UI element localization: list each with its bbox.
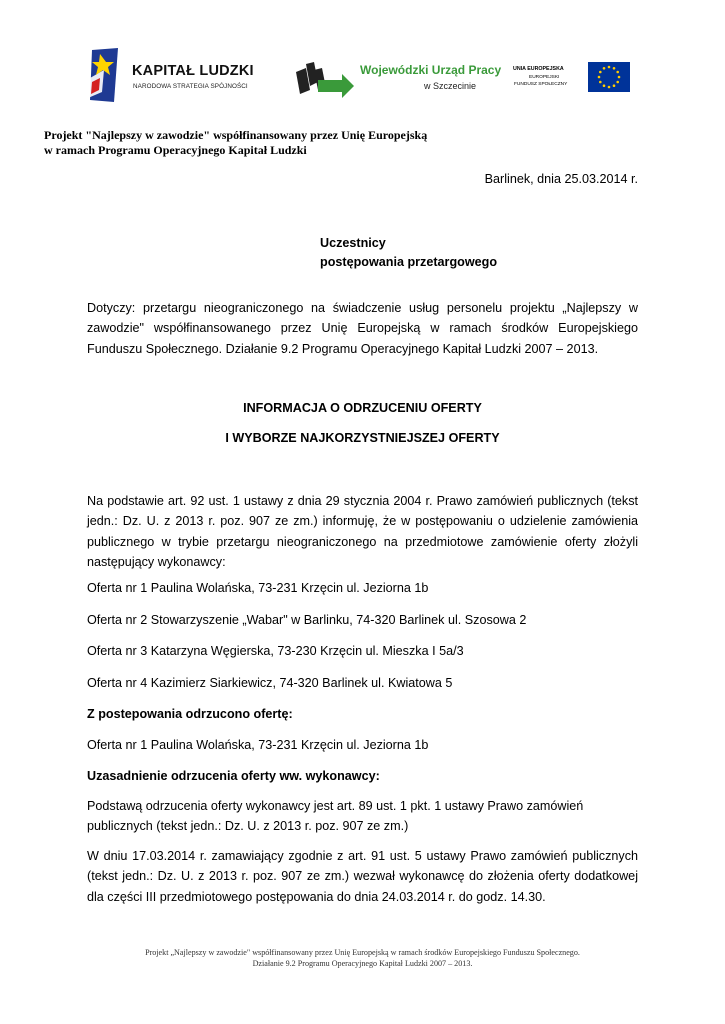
eu-logo bbox=[506, 54, 632, 100]
document-title-line-2: I WYBORZE NAJKORZYSTNIEJSZEJ OFERTY bbox=[225, 431, 500, 445]
eu-flag-icon bbox=[588, 62, 630, 92]
justification-paragraph-1: Podstawą odrzucenia oferty wykonawcy jest art. 89 ust. 1 pkt. 1 ustawy Prawo zamówień publicznych (tekst jedn.: Dz. U. z 2013 r. poz. 907 ze zm.) bbox=[87, 799, 584, 834]
page-footer bbox=[87, 947, 638, 969]
offer-item: Oferta nr 1 Paulina Wolańska, 73-231 Krzęcin ul. Jeziorna 1b bbox=[87, 581, 429, 595]
kapital-ludzki-subtitle: NARODOWA STRATEGIA SPÓJNOŚCI bbox=[133, 83, 248, 90]
intro-paragraph: Na podstawie art. 92 ust. 1 ustawy z dnia 29 stycznia 2004 r. Prawo zamówień publicznych (tekst jedn.: Dz. U. z 2013 r. poz. 907 ze zm.) informuję, że w postępowaniu o udzielenie zamówienia publicznego w trybie przetargu nieograniczonego na przedmiotowe zamówienie oferty złożyli następujący wykonawcy: bbox=[87, 494, 638, 570]
offer-item: Oferta nr 3 Katarzyna Węgierska, 73-230 Krzęcin ul. Mieszka I 5a/3 bbox=[87, 644, 464, 658]
justification-paragraph-2: W dniu 17.03.2014 r. zamawiający zgodnie z art. 91 ust. 5 ustawy Prawo zamówień publicznych (tekst jedn.: Dz. U. z 2013 r. poz. 907 ze zm.) wezwał wykonawcę do złożenia oferty dodatkowej dla części III przedmiotowego postępowania do dnia 24.03.2014 r. do godz. 14.30. bbox=[87, 849, 638, 904]
document-date: Barlinek, dnia 25.03.2014 r. bbox=[484, 172, 638, 186]
kapital-ludzki-title: KAPITAŁ LUDZKI bbox=[132, 63, 254, 79]
wup-title: Wojewódzki Urząd Pracy bbox=[360, 63, 502, 77]
justification-heading: Uzasadnienie odrzucenia oferty ww. wykonawcy: bbox=[87, 769, 380, 783]
project-header-line-2: w ramach Programu Operacyjnego Kapitał Ludzki bbox=[44, 142, 307, 157]
project-header-line-1: Projekt "Najlepszy w zawodzie" współfinansowany przez Unię Europejską bbox=[44, 128, 428, 142]
kapital-ludzki-emblem-icon bbox=[84, 48, 128, 104]
logo-banner bbox=[84, 44, 632, 104]
project-header bbox=[44, 128, 427, 157]
document-title-line-1: INFORMACJA O ODRZUCENIU OFERTY bbox=[243, 401, 482, 415]
footer-line-1: Projekt „Najlepszy w zawodzie" współfinansowany przez Unię Europejską w ramach środków Europejskiego Funduszu Społecznego. bbox=[145, 948, 580, 957]
wup-arrows-icon bbox=[292, 60, 356, 100]
wup-logo bbox=[292, 60, 502, 100]
eu-line-2: EUROPEJSKI bbox=[529, 75, 560, 80]
kapital-ludzki-logo bbox=[84, 48, 264, 104]
addressee-line-2: postępowania przetargowego bbox=[320, 254, 498, 269]
rejected-heading: Z postepowania odrzucono ofertę: bbox=[87, 707, 293, 721]
offer-item: Oferta nr 2 Stowarzyszenie „Wabar" w Barlinku, 74-320 Barlinek ul. Szosowa 2 bbox=[87, 613, 527, 627]
subject-paragraph: Dotyczy: przetargu nieograniczonego na świadczenie usług personelu projektu „Najlepszy w zawodzie" współfinansowanego przez Unię Europejską w ramach środków Europejskiego Funduszu Społecznego. Działanie 9.2 Programu Operacyjnego Kapitał Ludzki 2007 – 2013. bbox=[87, 301, 638, 356]
addressee-line-1: Uczestnicy bbox=[320, 236, 386, 250]
rejected-offer: Oferta nr 1 Paulina Wolańska, 73-231 Krzęcin ul. Jeziorna 1b bbox=[87, 738, 429, 752]
wup-subtitle: w Szczecinie bbox=[424, 81, 477, 91]
eu-line-1: UNIA EUROPEJSKA bbox=[513, 66, 564, 72]
eu-line-3: FUNDUSZ SPOŁECZNY bbox=[514, 82, 568, 87]
addressee bbox=[320, 234, 497, 271]
footer-line-2: Działanie 9.2 Programu Operacyjnego Kapitał Ludzki 2007 – 2013. bbox=[252, 959, 473, 968]
offer-item: Oferta nr 4 Kazimierz Siarkiewicz, 74-320 Barlinek ul. Kwiatowa 5 bbox=[87, 676, 453, 690]
